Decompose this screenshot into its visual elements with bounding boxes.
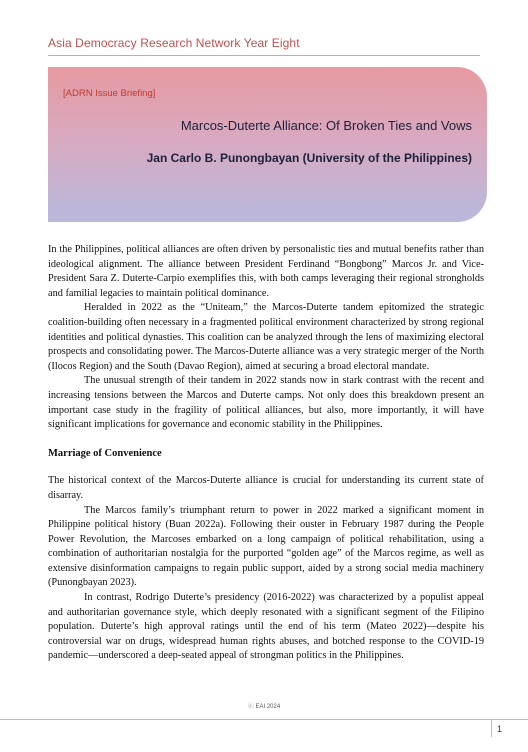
paragraph-4: The historical context of the Marcos-Duterte alliance is crucial for understanding its current state of disarray. bbox=[48, 475, 484, 501]
footer-divider bbox=[0, 719, 528, 720]
author-line: Jan Carlo B. Punongbayan (University of the Philippines) bbox=[146, 151, 472, 165]
copyright-notice: ⓒ EAI 2024 bbox=[247, 704, 281, 710]
article-title: Marcos-Duterte Alliance: Of Broken Ties and Vows bbox=[180, 118, 472, 133]
article-body bbox=[48, 243, 484, 664]
issue-briefing-tag: [ADRN Issue Briefing] bbox=[63, 88, 156, 99]
paragraph-3: The unusual strength of their tandem in 2022 stands now in stark contrast with the recent and increasing tensions between the Marcos and Duterte camps. Not only does this breakdown present an important case study in the fragility of political alliances, but also, more importantly, it will have significant implications for governance and economic stability in the Philippines. bbox=[48, 375, 484, 431]
paragraph-6: In contrast, Rodrigo Duterte’s presidency (2016-2022) was characterized by a populist appeal and authoritarian governance style, which deeply resonated with a significant segment of the Filipino population. Duterte’s high approval ratings until the end of his term (Mateo 2022)—despite his controversial war on drugs, widespread human rights abuses, and botched response to the COVID-19 pandemic—underscored a deep-seated appeal of strongman politics in the Philippines. bbox=[48, 592, 484, 662]
running-header: Asia Democracy Research Network Year Eight bbox=[48, 36, 300, 50]
paragraph-2: Heralded in 2022 as the “Uniteam,” the Marcos-Duterte tandem epitomized the strategic coalition-building often necessary in a fragmented political environment characterized by strong regional identities and political dynasties. This coalition can be analyzed through the lens of maximizing electoral prospects and consolidating power. The Marcos-Duterte alliance was a very strategic merger of the North (Ilocos Region) and the South (Davao Region), aimed at securing a broad electoral mandate. bbox=[48, 302, 484, 372]
paragraph-5: The Marcos family’s triumphant return to power in 2022 marked a significant moment in Philippine political history (Buan 2022a). Following their ouster in February 1987 during the People Power Revolution, the Marcoses embarked on a long campaign of political rehabilitation, using a combination of authoritarian nostalgia for the purported “golden age” of the Marcos regime, as well as extensive disinformation campaigns to regain public support, aided by a strong social media machinery (Punongbayan 2023). bbox=[48, 504, 484, 589]
page-number-divider bbox=[491, 719, 492, 737]
paragraph-1: In the Philippines, political alliances are often driven by personalistic ties and mutual benefits rather than ideological alignment. The alliance between President Ferdinand “Bongbong” Marcos Jr. and Vice-President Sara Z. Duterte-Carpio exemplifies this, with both camps leveraging their regional strongholds and familial legacies to maintain political dominance. bbox=[48, 244, 484, 299]
page-number: 1 bbox=[497, 724, 503, 734]
header-divider bbox=[48, 55, 480, 56]
section-heading: Marriage of Convenience bbox=[48, 447, 162, 459]
